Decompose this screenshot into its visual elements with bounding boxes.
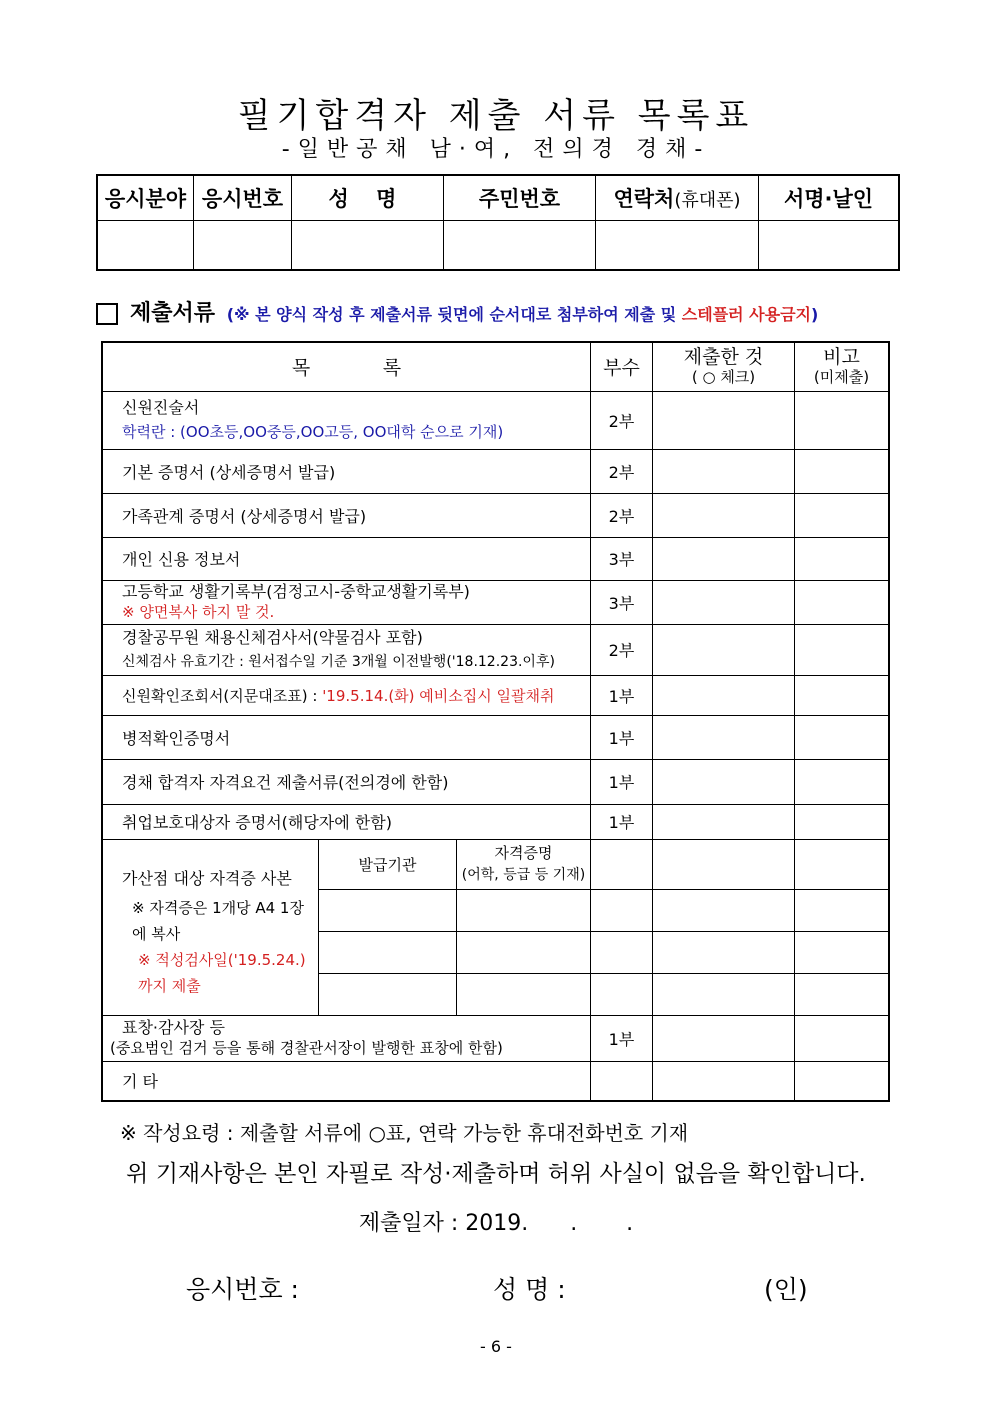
- copies-cell[interactable]: [591, 973, 653, 1015]
- section-note-text: (※ 본 양식 작성 후 제출서류 뒷면에 순서대로 첨부하여 제출 및: [226, 305, 682, 324]
- cert-header: [457, 839, 591, 889]
- page-title: 필기합격자 제출 서류 목록표: [237, 96, 755, 136]
- header-contact: [596, 175, 759, 221]
- remark-cell[interactable]: [795, 537, 890, 580]
- row-name: 신원확인조회서(지문대조표) :: [122, 686, 323, 705]
- header-list: 목 록: [102, 342, 591, 391]
- submitted-check-cell[interactable]: [653, 715, 795, 759]
- remark-cell[interactable]: [795, 715, 890, 759]
- page-subtitle: -일반공채 남·여, 전의경 경채-: [281, 137, 711, 162]
- row-copies: 2부: [591, 391, 653, 449]
- row-name: 기본 증명서 (상세증명서 발급): [102, 449, 591, 493]
- header-submitted: [653, 342, 795, 391]
- submitted-check-cell[interactable]: [653, 675, 795, 715]
- row-note: 학력란 : (OO초등,OO중등,OO고등, OO대학 순으로 기재): [122, 423, 504, 441]
- header-submitted-sub: ( ○ 체크): [691, 367, 756, 386]
- issuer-cell[interactable]: [319, 931, 457, 973]
- header-remark-label: 비고: [823, 345, 860, 368]
- copies-cell[interactable]: [591, 889, 653, 931]
- remark-cell[interactable]: [795, 973, 890, 1015]
- header-exam-number: 응시번호: [194, 175, 292, 221]
- submitted-check-cell[interactable]: [653, 624, 795, 675]
- remark-cell[interactable]: [795, 1061, 890, 1101]
- row-copies: 1부: [591, 715, 653, 759]
- seal-mark: (인): [764, 1275, 808, 1304]
- table-row: [102, 624, 889, 675]
- submitted-check-cell[interactable]: [653, 759, 795, 804]
- header-copies: 부수: [591, 342, 653, 391]
- bonus-note-1: ※ 자격증은 1개당 A4 1장에 복사: [132, 898, 304, 943]
- row-name: 가족관계 증명서 (상세증명서 발급): [102, 493, 591, 537]
- submitted-check-cell[interactable]: [653, 493, 795, 537]
- row-copies: 1부: [591, 804, 653, 839]
- table-row: [102, 759, 889, 804]
- checkbox-icon: [96, 303, 118, 325]
- exam-number-input-cell[interactable]: [194, 221, 292, 271]
- table-row: [102, 391, 889, 449]
- row-name: 고등학교 생활기록부(검정고시-중학교생활기록부): [122, 582, 470, 601]
- submitted-check-cell[interactable]: [653, 580, 795, 624]
- cert-header-label: 자격증명: [494, 844, 553, 862]
- submitted-check-cell[interactable]: [653, 804, 795, 839]
- submitted-check-cell[interactable]: [653, 889, 795, 931]
- sign-name-label: 성 명 :: [493, 1275, 566, 1304]
- header-remark-sub: (미제출): [813, 367, 870, 386]
- table-row: [102, 804, 889, 839]
- header-resident-number: 주민번호: [444, 175, 596, 221]
- row-copies: 2부: [591, 449, 653, 493]
- submitted-check-cell[interactable]: [653, 973, 795, 1015]
- remark-cell[interactable]: [795, 449, 890, 493]
- row-copies: 1부: [591, 1015, 653, 1061]
- section-label: 제출서류: [130, 301, 216, 326]
- submitted-check-cell[interactable]: [653, 1061, 795, 1101]
- contact-input-cell[interactable]: [596, 221, 759, 271]
- section-note-warning: 스테플러 사용금지: [681, 305, 811, 324]
- table-row: [102, 580, 889, 624]
- header-signature: 서명·날인: [759, 175, 900, 221]
- row-note: '19.5.14.(화) 예비소집시 일괄채취: [322, 686, 555, 705]
- cert-header-sub: (어학, 등급 등 기재): [461, 867, 586, 883]
- submitted-check-cell[interactable]: [653, 391, 795, 449]
- remark-cell[interactable]: [795, 889, 890, 931]
- table-row: [102, 839, 889, 889]
- cert-cell[interactable]: [457, 931, 591, 973]
- issuer-cell[interactable]: [319, 889, 457, 931]
- table-row: [102, 675, 889, 715]
- row-name: 표창·감사장 등: [122, 1018, 225, 1037]
- submitted-check-cell[interactable]: [653, 537, 795, 580]
- row-note: 신체검사 유효기간 : 원서접수일 기준 3개월 이전발행('18.12.23.이후): [122, 653, 555, 670]
- section-note: [227, 305, 819, 324]
- issuer-header: 발급기관: [319, 839, 457, 889]
- table-row: [102, 449, 889, 493]
- submitted-check-cell[interactable]: [653, 839, 795, 889]
- submission-date: 제출일자 : 2019. . .: [358, 1211, 634, 1236]
- document-list-table: [101, 341, 890, 1102]
- row-name: 신원진술서: [122, 398, 200, 417]
- bonus-cert-cell: [102, 839, 319, 1015]
- row-name: 개인 신용 정보서: [102, 537, 591, 580]
- remark-cell[interactable]: [795, 391, 890, 449]
- row-copies: 1부: [591, 759, 653, 804]
- remark-cell[interactable]: [795, 675, 890, 715]
- instructions-text: ※ 작성요령 : 제출할 서류에 ○표, 연락 가능한 휴대전화번호 기재: [120, 1121, 689, 1145]
- header-remark: [795, 342, 890, 391]
- resident-number-input-cell[interactable]: [444, 221, 596, 271]
- bonus-note-2: ※ 적성검사일('19.5.24.)까지 제출: [138, 950, 306, 995]
- submitted-check-cell[interactable]: [653, 931, 795, 973]
- remark-cell[interactable]: [795, 624, 890, 675]
- applicant-info-table: [96, 174, 900, 271]
- row-name: 취업보호대상자 증명서(해당자에 한함): [102, 804, 591, 839]
- header-name: 성 명: [292, 175, 444, 221]
- sign-exam-number-label: 응시번호 :: [186, 1275, 299, 1304]
- remark-cell[interactable]: [795, 1015, 890, 1061]
- remark-cell[interactable]: [795, 931, 890, 973]
- row-name: 병적확인증명서: [102, 715, 591, 759]
- table-row: [102, 715, 889, 759]
- row-copies: 2부: [591, 624, 653, 675]
- page-number: - 6 -: [480, 1337, 512, 1356]
- header-field: 응시분야: [97, 175, 194, 221]
- table-row: [102, 493, 889, 537]
- table-row: [102, 1061, 889, 1101]
- row-copies: 3부: [591, 580, 653, 624]
- table-row: [102, 1015, 889, 1061]
- remark-cell[interactable]: [795, 759, 890, 804]
- cert-cell[interactable]: [457, 973, 591, 1015]
- submitted-check-cell[interactable]: [653, 1015, 795, 1061]
- row-copies: 2부: [591, 493, 653, 537]
- row-name: 기 타: [102, 1061, 591, 1101]
- row-copies: 1부: [591, 675, 653, 715]
- submitted-check-cell[interactable]: [653, 449, 795, 493]
- confirmation-text: 위 기재사항은 본인 자필로 작성·제출하며 허위 사실이 없음을 확인합니다.: [126, 1161, 866, 1187]
- table-row: [102, 537, 889, 580]
- signature-input-cell[interactable]: [759, 221, 900, 271]
- row-copies: 3부: [591, 537, 653, 580]
- row-note: ※ 양면복사 하지 말 것.: [122, 603, 275, 621]
- row-name: 경찰공무원 채용신체검사서(약물검사 포함): [122, 627, 423, 647]
- issuer-cell[interactable]: [319, 973, 457, 1015]
- section-note-close: ): [811, 305, 819, 324]
- copies-cell[interactable]: [591, 839, 653, 889]
- remark-cell[interactable]: [795, 580, 890, 624]
- submission-section-header: [96, 296, 818, 327]
- copies-cell[interactable]: [591, 931, 653, 973]
- header-contact-sub: (휴대폰): [674, 190, 741, 211]
- remark-cell[interactable]: [795, 839, 890, 889]
- bonus-title: 가산점 대상 자격증 사본: [122, 868, 292, 888]
- cert-cell[interactable]: [457, 889, 591, 931]
- header-submitted-label: 제출한 것: [683, 345, 764, 368]
- row-note: (중요범인 검거 등을 통해 경찰관서장이 발행한 표창에 한함): [110, 1039, 503, 1057]
- header-contact-label: 연락처: [613, 187, 675, 211]
- name-input-cell[interactable]: [292, 221, 444, 271]
- remark-cell[interactable]: [795, 804, 890, 839]
- field-input-cell[interactable]: [97, 221, 194, 271]
- row-name: 경채 합격자 자격요건 제출서류(전의경에 한함): [102, 759, 591, 804]
- copies-cell[interactable]: [591, 1061, 653, 1101]
- remark-cell[interactable]: [795, 493, 890, 537]
